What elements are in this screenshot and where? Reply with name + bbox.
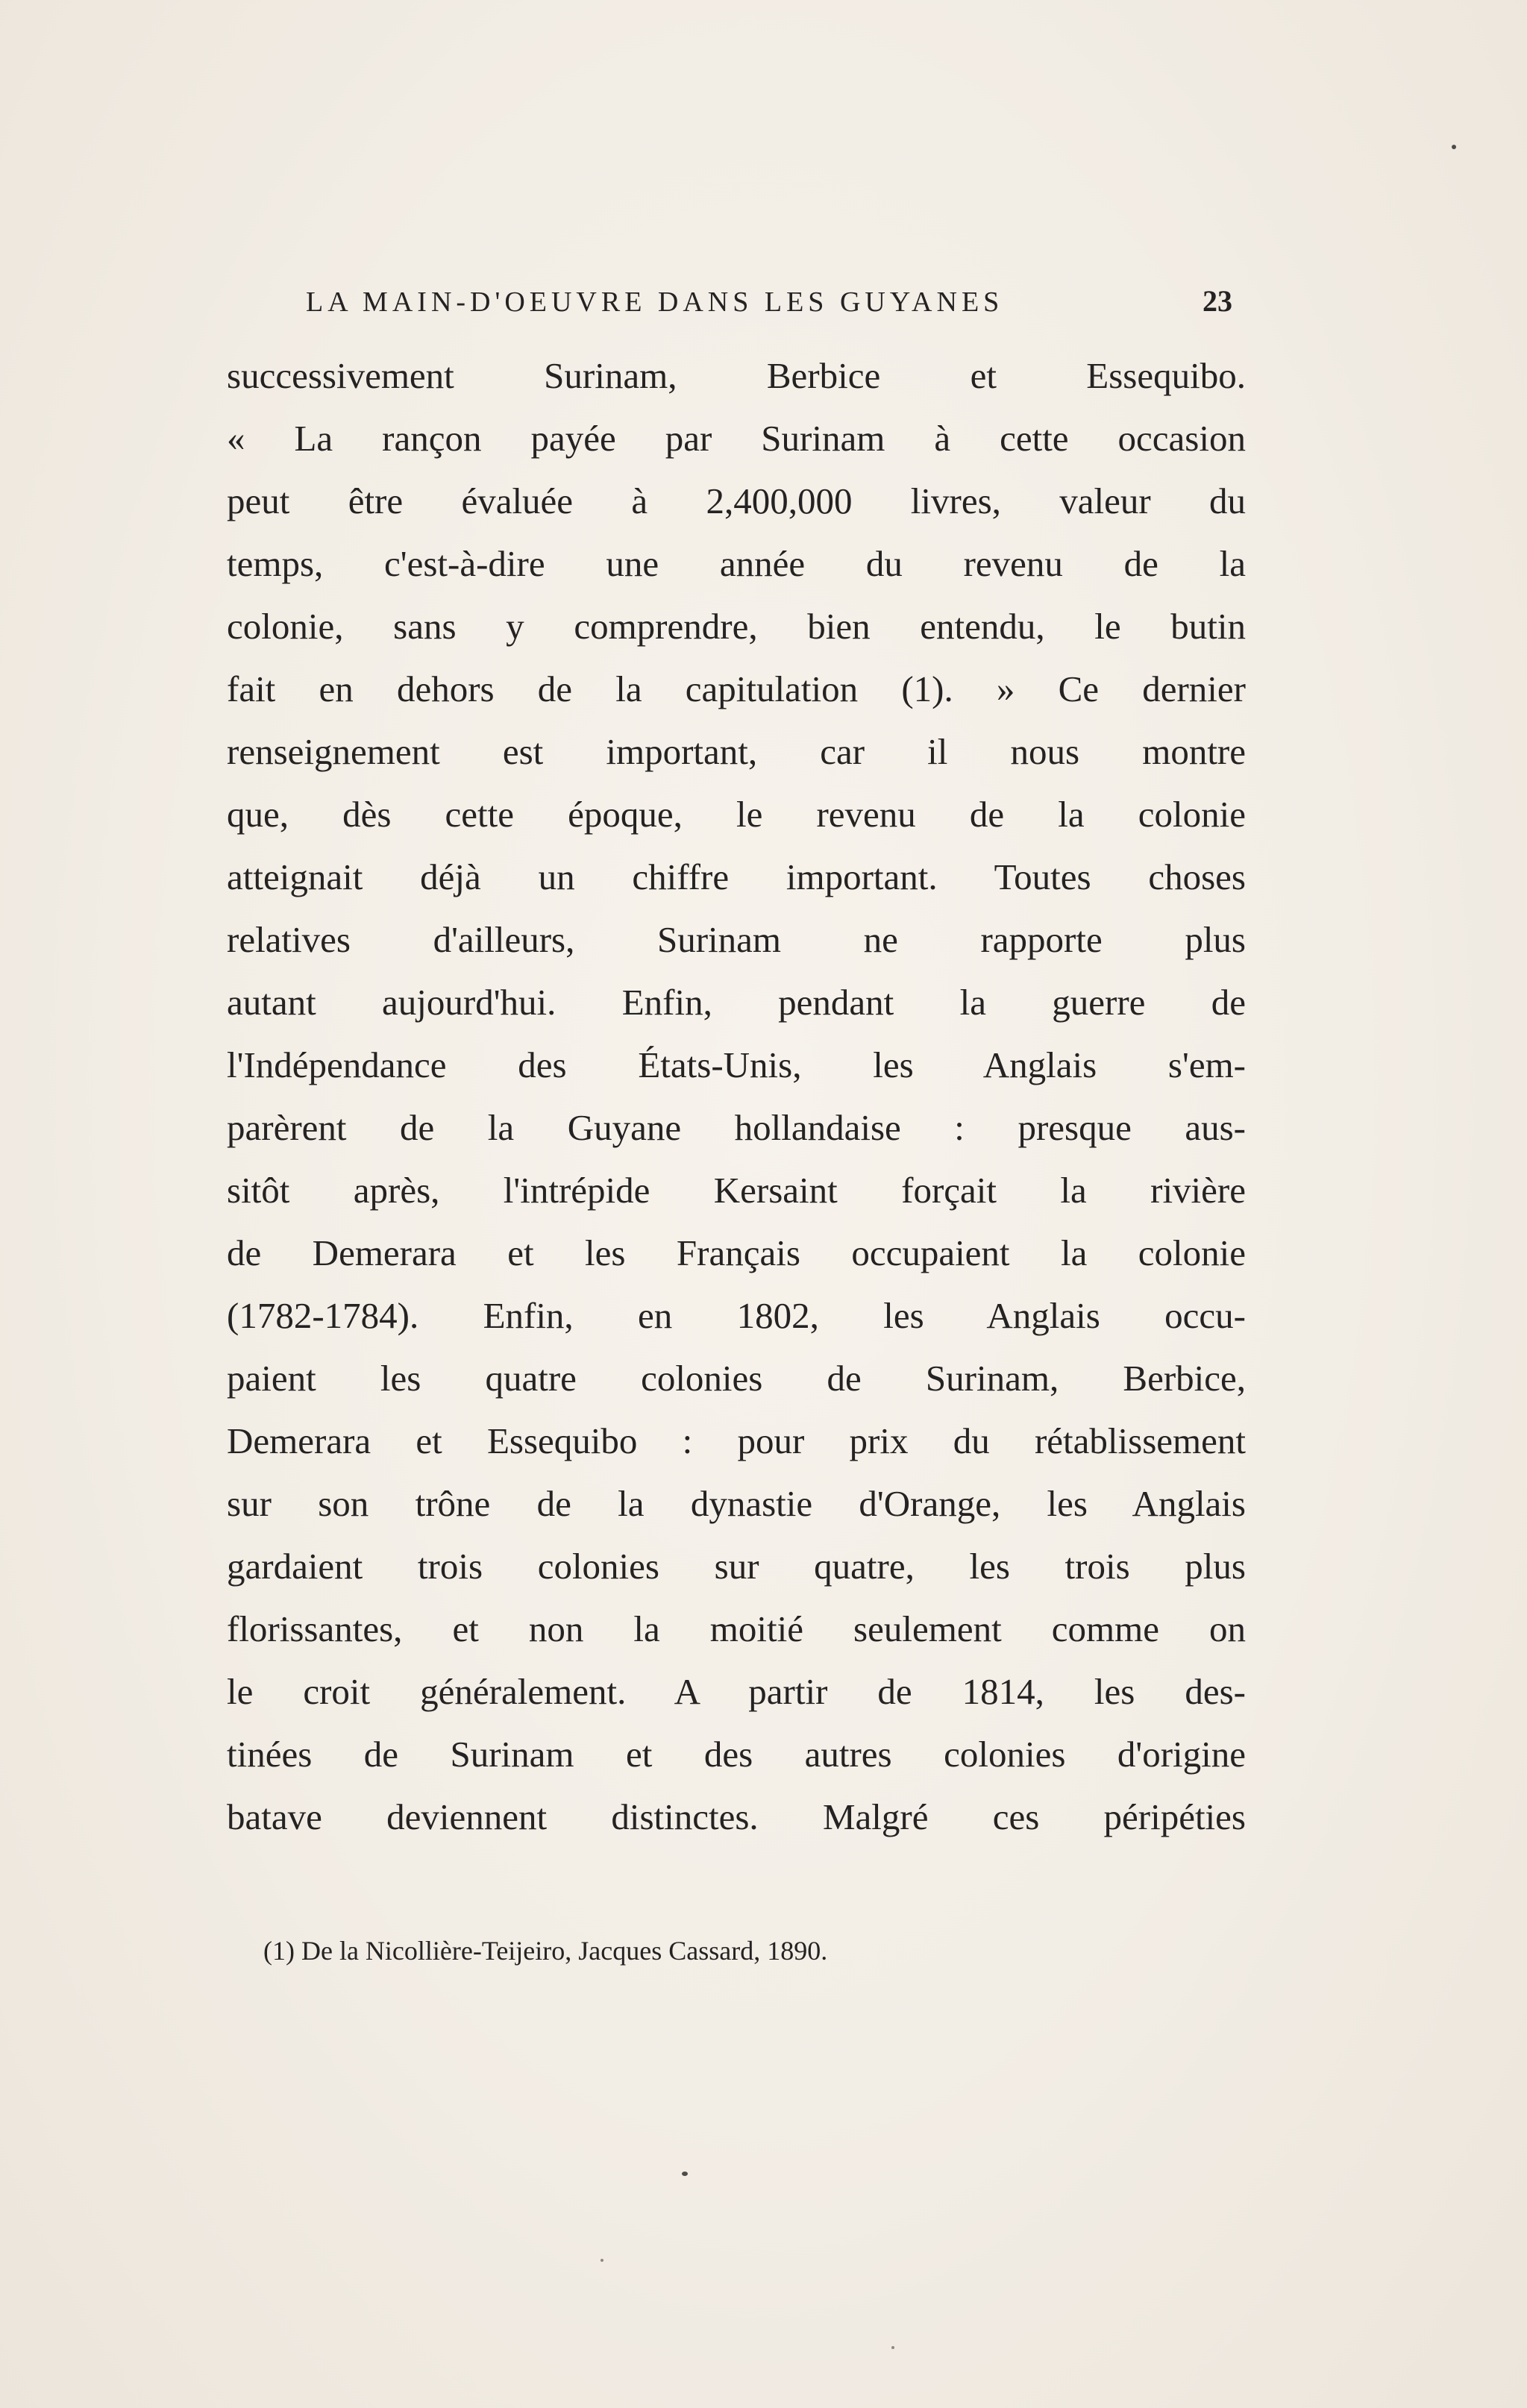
- text-line: que, dès cette époque, le revenu de la colonie: [227, 794, 1246, 835]
- text-line: paient les quatre colonies de Surinam, Berbice,: [227, 1358, 1246, 1399]
- paper-speck: [1452, 145, 1456, 149]
- text-line: batave deviennent distinctes. Malgré ces péripéties: [227, 1796, 1246, 1837]
- text-line: le croit généralement. A partir de 1814, les des-: [227, 1671, 1246, 1712]
- paper-speck: [601, 2259, 603, 2262]
- text-line: sitôt après, l'intrépide Kersaint forçait la rivière: [227, 1170, 1246, 1211]
- text-line: fait en dehors de la capitulation (1). » Ce dernier: [227, 668, 1246, 709]
- text-line: (1782-1784). Enfin, en 1802, les Anglais occu-: [227, 1295, 1246, 1336]
- text-line: gardaient trois colonies sur quatre, les trois plus: [227, 1546, 1246, 1587]
- text-line: sur son trône de la dynastie d'Orange, les Anglais: [227, 1483, 1246, 1524]
- paper-speck: [891, 2346, 894, 2349]
- paper-speck: [682, 2172, 688, 2176]
- page-number: 23: [1203, 284, 1232, 318]
- text-line: l'Indépendance des États-Unis, les Anglais s'em-: [227, 1044, 1246, 1085]
- text-line: temps, c'est-à-dire une année du revenu de la: [227, 543, 1246, 584]
- text-line: peut être évaluée à 2,400,000 livres, valeur du: [227, 480, 1246, 521]
- text-line: autant aujourd'hui. Enfin, pendant la guerre de: [227, 982, 1246, 1023]
- text-line: de Demerara et les Français occupaient la colonie: [227, 1232, 1246, 1273]
- page-header: [306, 279, 1232, 324]
- footnote: (1) De la Nicollière-Teijeiro, Jacques Cassard, 1890.: [263, 1936, 828, 1966]
- text-line: relatives d'ailleurs, Surinam ne rapporte plus: [227, 919, 1246, 960]
- text-line: colonie, sans y comprendre, bien entendu, le butin: [227, 606, 1246, 647]
- text-line: successivement Surinam, Berbice et Essequibo.: [227, 355, 1246, 396]
- text-line: atteignait déjà un chiffre important. Toutes choses: [227, 856, 1246, 897]
- running-title: LA MAIN-D'OEUVRE DANS LES GUYANES: [306, 286, 1004, 318]
- main-text: [227, 345, 1246, 1849]
- text-line: renseignement est important, car il nous montre: [227, 731, 1246, 772]
- text-line: « La rançon payée par Surinam à cette occasion: [227, 418, 1246, 459]
- text-line: Demerara et Essequibo : pour prix du rétablissement: [227, 1420, 1246, 1461]
- text-line: florissantes, et non la moitié seulement comme on: [227, 1608, 1246, 1649]
- text-line: parèrent de la Guyane hollandaise : presque aus-: [227, 1107, 1246, 1148]
- text-line: tinées de Surinam et des autres colonies d'origine: [227, 1734, 1246, 1775]
